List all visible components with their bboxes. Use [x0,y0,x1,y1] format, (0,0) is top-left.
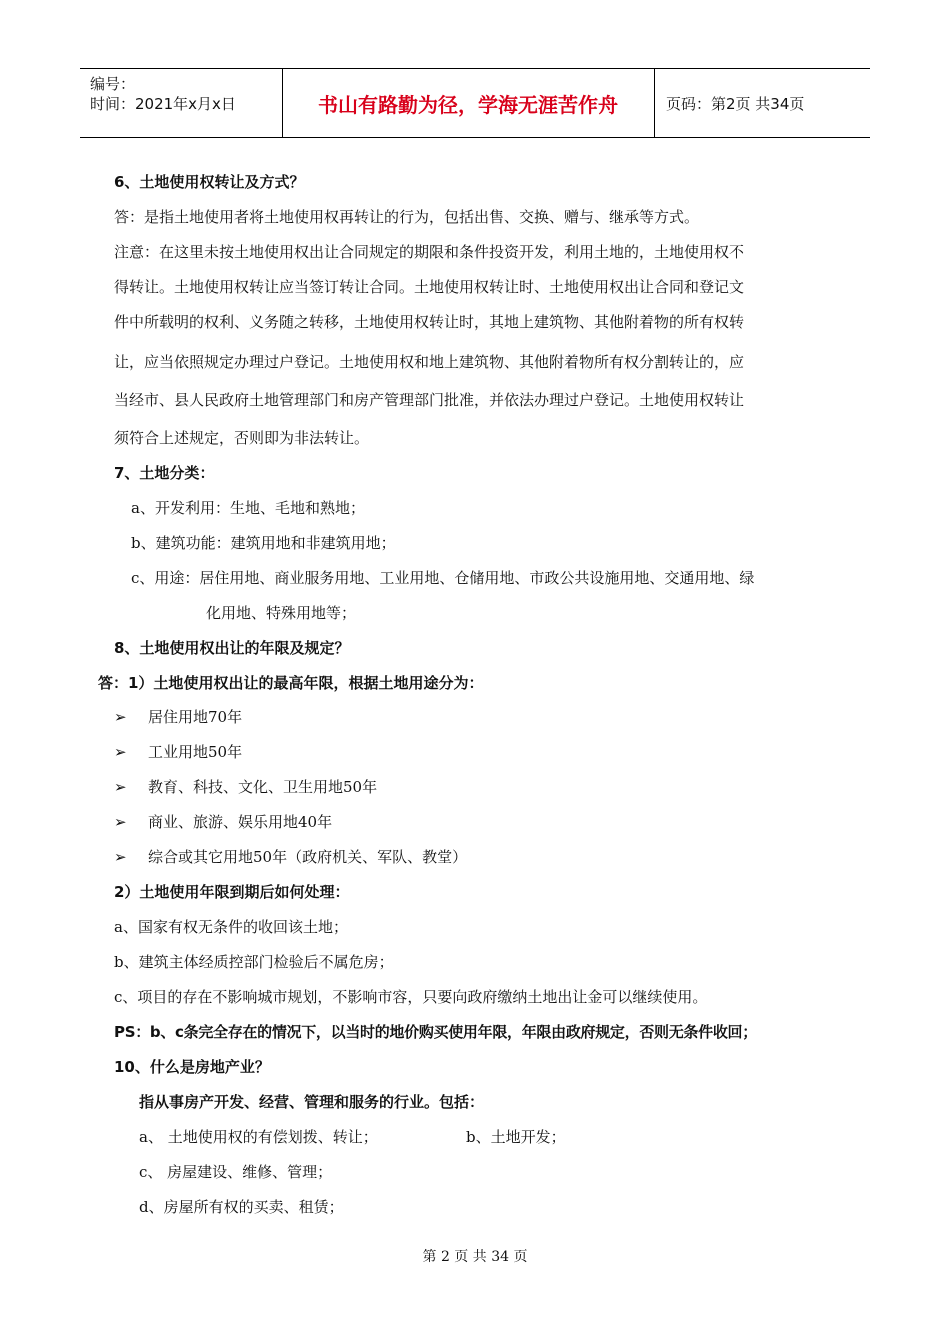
q8-ps-note: PS：b、c条完全存在的情况下，以当时的地价购买使用年限，年限由政府规定，否则无条件收回； [114,1023,757,1041]
q6-title: 6、土地使用权转让及方式？ [114,173,305,191]
q7-title: 7、土地分类： [114,464,215,482]
header-time: 时间：2021年x月x日 [90,95,236,113]
arrow-bullet-icon: ➢ [114,743,127,761]
q6-note-line: 注意：在这里未按土地使用权出让合同规定的期限和条件投资开发，利用土地的，土地使用权不 [114,243,745,261]
q6-note-line: 让，应当依照规定办理过户登记。土地使用权和地上建筑物、其他附着物所有权分割转让的，应 [114,353,745,371]
q6-note-line: 须符合上述规定，否则即为非法转让。 [114,429,370,447]
arrow-bullet-icon: ➢ [114,708,127,726]
q10-item-b: b、土地开发； [466,1128,566,1146]
arrow-bullet-icon: ➢ [114,848,127,866]
arrow-bullet-icon: ➢ [114,778,127,796]
q8-sub2: 2）土地使用年限到期后如何处理： [114,883,350,901]
q10-intro: 指从事房产开发、经营、管理和服务的行业。包括： [139,1093,485,1111]
page-header [80,68,870,138]
bullet-item: ➢ 商业、旅游、娱乐用地40年 [114,813,333,831]
q6-note-line: 得转让。土地使用权转让应当签订转让合同。土地使用权转让时、土地使用权出让合同和登记文 [114,278,745,296]
q7-item: a、开发利用：生地、毛地和熟地； [131,499,365,517]
header-page-info: 页码：第2页 共34页 [666,94,805,113]
q8-sub2-item: b、建筑主体经质控部门检验后不属危房； [114,953,394,971]
q8-sub1: 答：1）土地使用权出让的最高年限，根据土地用途分为： [98,674,484,692]
q8-sub2-item: a、国家有权无条件的收回该土地； [114,918,348,936]
header-motto: 书山有路勤为径，学海无涯苦作舟 [282,69,655,137]
q10-item-d: d、房屋所有权的买卖、租赁； [139,1198,344,1216]
q10-item-c: c、 房屋建设、维修、管理； [139,1163,333,1181]
bullet-item: ➢ 居住用地70年 [114,708,243,726]
page-footer: 第 2 页 共 34 页 [422,1249,528,1265]
header-number: 编号： [90,75,136,93]
bullet-item: ➢ 综合或其它用地50年（政府机关、军队、教堂） [114,848,468,866]
header-info-cell [80,69,283,137]
q10-title: 10、什么是房地产业？ [114,1058,270,1076]
bullet-item: ➢ 工业用地50年 [114,743,243,761]
q6-note-line: 件中所载明的权利、义务随之转移，土地使用权转让时，其地上建筑物、其他附着物的所有权转 [114,313,745,331]
bullet-item: ➢ 教育、科技、文化、卫生用地50年 [114,778,378,796]
q8-sub2-item: c、项目的存在不影响城市规划，不影响市容，只要向政府缴纳土地出让金可以继续使用。 [114,988,708,1006]
q8-title: 8、土地使用权出让的年限及规定？ [114,639,350,657]
q10-item-a: a、 土地使用权的有偿划拨、转让； [139,1128,378,1146]
q7-item: b、建筑功能：建筑用地和非建筑用地； [131,534,396,552]
q6-note-line: 当经市、县人民政府土地管理部门和房产管理部门批准，并依法办理过户登记。土地使用权转让 [114,391,745,409]
q7-item-cont: 化用地、特殊用地等； [206,604,357,622]
q6-answer: 答：是指土地使用者将土地使用权再转让的行为，包括出售、交换、赠与、继承等方式。 [114,208,700,226]
arrow-bullet-icon: ➢ [114,813,127,831]
q7-item: c、用途：居住用地、商业服务用地、工业用地、仓储用地、市政公共设施用地、交通用地、绿 [131,569,755,587]
